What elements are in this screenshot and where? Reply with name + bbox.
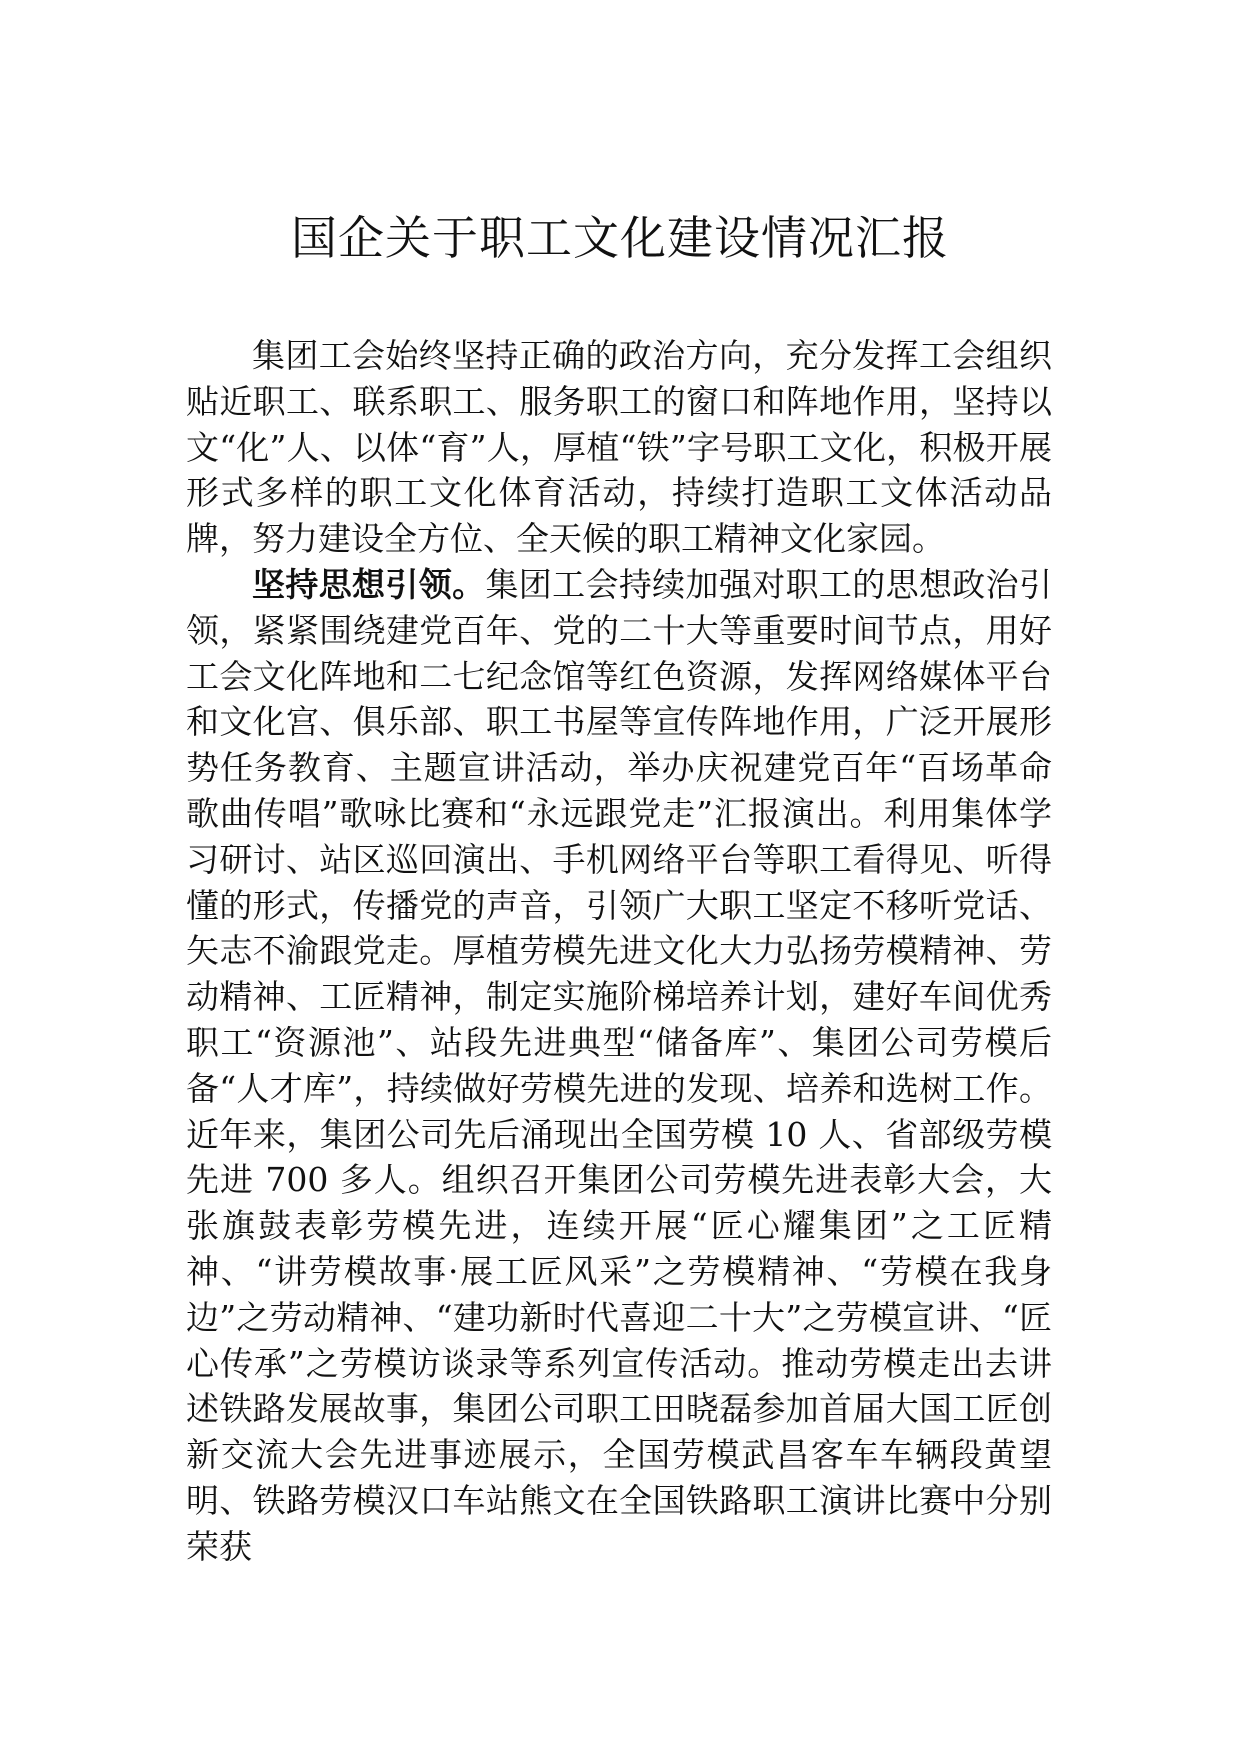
paragraph-ideological-guidance bbox=[186, 562, 1052, 1570]
document-title: 国企关于职工文化建设情况汇报 bbox=[291, 211, 949, 265]
document-body bbox=[186, 333, 1052, 1570]
paragraph-intro-text: 集团工会始终坚持正确的政治方向，充分发挥工会组织贴近职工、联系职工、服务职工的窗口和阵地作用，坚持以文“化”人、以体“育”人，厚植“铁”字号职工文化，积极开展形式多样的职工文化体育活动，持续打造职工文体活动品牌，努力建设全方位、全天候的职工精神文化家园。 bbox=[186, 336, 1052, 559]
paragraph-lead-heading: 坚持思想引领。 bbox=[252, 564, 486, 604]
paragraph-intro bbox=[186, 333, 1052, 562]
paragraph-ideological-guidance-text: 集团工会持续加强对职工的思想政治引领，紧紧围绕建党百年、党的二十大等重要时间节点，用好工会文化阵地和二七纪念馆等红色资源，发挥网络媒体平台和文化宫、俱乐部、职工书屋等宣传阵地作用，广泛开展形势任务教育、主题宣讲活动，举办庆祝建党百年“百场革命歌曲传唱”歌咏比赛和“永远跟党走”汇报演出。利用集体学习研讨、站区巡回演出、手机网络平台等职工看得见、听得懂的形式，传播党的声音，引领广大职工坚定不移听党话、矢志不渝跟党走。厚植劳模先进文化大力弘扬劳模精神、劳动精神、工匠精神，制定实施阶梯培养计划，建好车间优秀职工“资源池”、站段先进典型“储备库”、集团公司劳模后备“人才库”，持续做好劳模先进的发现、培养和选树工作。近年来，集团公司先后涌现出全国劳模 10 人、省部级劳模先进 700 多人。组织召开集团公司劳模先进表彰大会，大张旗鼓表彰劳模先进，连续开展“匠心耀集团”之工匠精神、“讲劳模故事·展工匠风采”之劳模精神、“劳模在我身边”之劳动精神、“建功新时代喜迎二十大”之劳模宣讲、“匠心传承”之劳模访谈录等系列宣传活动。推动劳模走出去讲述铁路发展故事，集团公司职工田晓磊参加首届大国工匠创新交流大会先进事迹展示，全国劳模武昌客车车辆段黄望明、铁路劳模汉口车站熊文在全国铁路职工演讲比赛中分别荣获 bbox=[186, 564, 1053, 1566]
